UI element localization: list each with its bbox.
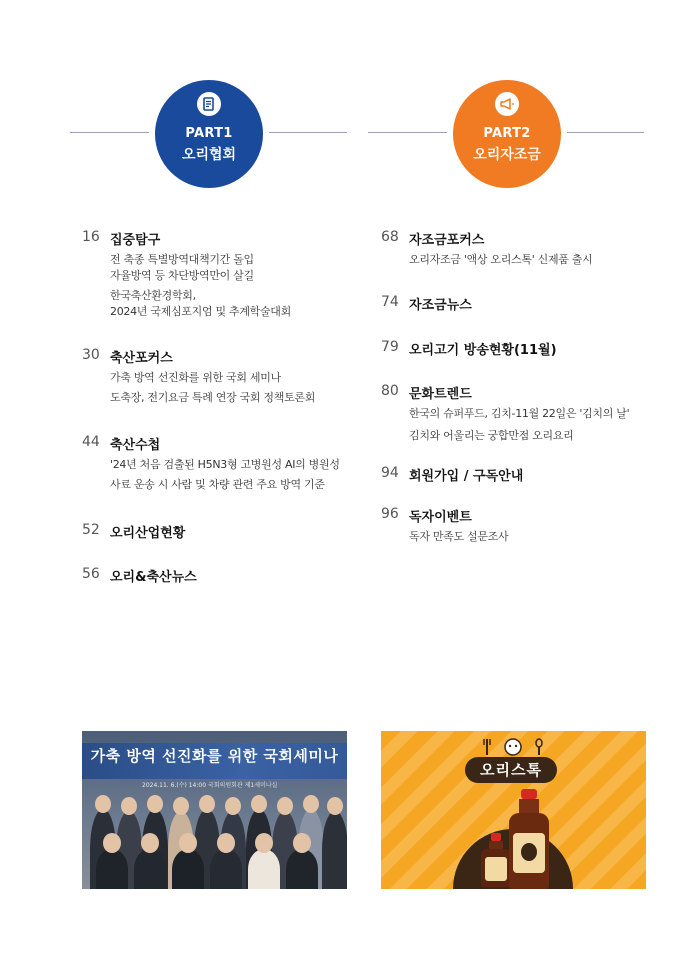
product-photo — [381, 731, 646, 889]
entry-subtitle: 사료 운송 시 사람 및 차량 관련 주요 방역 기준 — [110, 478, 325, 491]
part1-name: 오리협회 — [181, 147, 237, 163]
toc-entry-52[interactable] — [82, 522, 352, 540]
large-bottle — [509, 789, 549, 889]
toc-entry-30[interactable] — [82, 347, 352, 407]
toc-entry-79[interactable] — [381, 339, 651, 357]
entry-subtitle: 오리자조금 '액상 오리스톡' 신제품 출시 — [409, 253, 593, 266]
entry-title: 자조금뉴스 — [409, 298, 472, 313]
entry-subtitle: 도축장, 전기요금 특례 연장 국회 정책토론회 — [110, 391, 316, 404]
part2-badge — [453, 80, 561, 188]
page-number: 44 — [82, 434, 100, 450]
toc-entry-94[interactable] — [381, 465, 651, 483]
utensils-icon — [481, 737, 545, 757]
entry-title: 축산포커스 — [110, 351, 173, 366]
seminar-banner-subtext: 2024.11. 6.(수) 14:00 국회의원회관 제1세미나실 — [142, 782, 278, 789]
entry-subtitle: 2024년 국제심포지엄 및 추계학술대회 — [110, 305, 291, 318]
toc-entry-16[interactable] — [82, 229, 352, 319]
small-bottle — [481, 833, 511, 887]
part1-badge — [155, 80, 263, 188]
page-number: 79 — [381, 339, 399, 355]
entry-title: 문화트렌드 — [409, 387, 472, 402]
entry-subtitle: 전 축종 특별방역대책기간 돌입 — [110, 253, 254, 266]
entry-subtitle: 가축 방역 선진화를 위한 국회 세미나 — [110, 371, 281, 384]
toc-entry-96[interactable] — [381, 506, 651, 546]
toc-entry-44[interactable] — [82, 434, 352, 494]
seminar-photo — [82, 731, 347, 889]
entry-title: 집중탐구 — [110, 233, 161, 248]
part2-name: 오리자조금 — [473, 147, 541, 163]
document-icon — [197, 92, 221, 116]
entry-subtitle: 한국의 슈퍼푸드, 김치-11월 22일은 '김치의 날' — [409, 407, 630, 420]
part1-label: PART1 — [185, 126, 233, 141]
entry-subtitle: 김치와 어울리는 궁합만점 오리요리 — [409, 429, 574, 442]
product-logo: 오리스톡 — [465, 757, 557, 783]
entry-subtitle: '24년 처음 검출된 H5N3형 고병원성 AI의 병원성 — [110, 458, 340, 471]
entry-subtitle: 자율방역 등 차단방역만이 살길 — [110, 269, 254, 282]
page-number: 68 — [381, 229, 399, 245]
page-number: 74 — [381, 294, 399, 310]
entry-title: 자조금포커스 — [409, 233, 485, 248]
page-number: 30 — [82, 347, 100, 363]
toc-entry-74[interactable] — [381, 294, 651, 312]
toc-entry-56[interactable] — [82, 566, 352, 584]
entry-title: 오리고기 방송현황(11월) — [409, 343, 557, 358]
entry-title: 독자이벤트 — [409, 510, 472, 525]
toc-entry-80[interactable] — [381, 383, 651, 443]
page-number: 16 — [82, 229, 100, 245]
page-number: 52 — [82, 522, 100, 538]
part2-label: PART2 — [483, 126, 531, 141]
entry-title: 오리&축산뉴스 — [110, 570, 197, 585]
toc-entry-68[interactable] — [381, 229, 651, 269]
seminar-banner-text: 가축 방역 선진화를 위한 국회세미나 — [90, 747, 339, 765]
entry-subtitle: 독자 만족도 설문조사 — [409, 530, 509, 543]
page-number: 80 — [381, 383, 399, 399]
page-number: 96 — [381, 506, 399, 522]
page-number: 94 — [381, 465, 399, 481]
entry-subtitle: 한국축산환경학회, — [110, 289, 196, 302]
entry-title: 오리산업현황 — [110, 526, 186, 541]
megaphone-icon — [495, 92, 519, 116]
page-number: 56 — [82, 566, 100, 582]
entry-title: 축산수첩 — [110, 438, 161, 453]
entry-title: 회원가입 / 구독안내 — [409, 469, 524, 484]
